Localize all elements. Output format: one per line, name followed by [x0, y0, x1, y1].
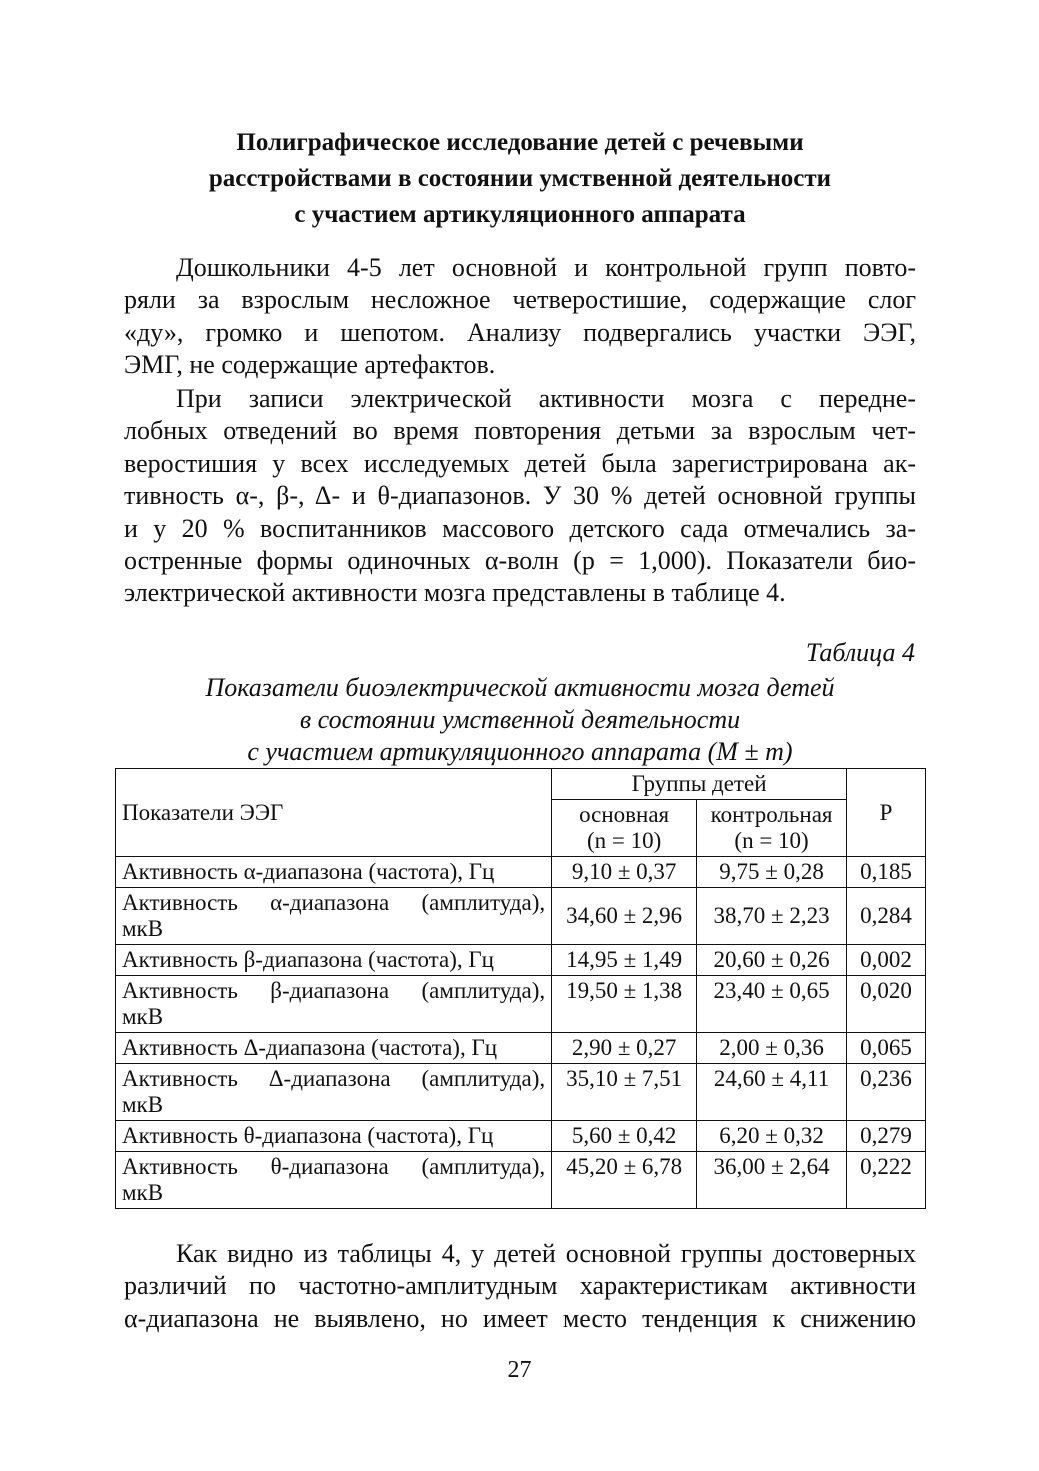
table-row: [116, 857, 926, 888]
text-line: ряли за взрослым несложное четверостишие, содержащие слог: [124, 285, 916, 315]
row-label-line2: мкВ: [122, 1004, 164, 1029]
row-main-value: 19,50 ± 1,38: [552, 976, 697, 1033]
row-p-value: 0,185: [847, 857, 926, 888]
text-line: Дошкольники 4-5 лет основной и контрольной групп повто-: [176, 253, 916, 282]
row-control-value: 20,60 ± 0,26: [697, 945, 847, 976]
table-row: [116, 1121, 926, 1152]
row-label-line1: Активность β-диапазона (амплитуда),: [122, 978, 546, 1003]
row-control-value: 2,00 ± 0,36: [697, 1033, 847, 1064]
row-control-value: 38,70 ± 2,23: [697, 888, 847, 945]
row-control-value: 23,40 ± 0,65: [697, 976, 847, 1033]
header-control-group: [697, 800, 847, 857]
table-row: [116, 1033, 926, 1064]
text-line: При записи электрической активности мозга с передне-: [176, 384, 916, 413]
row-label: [116, 1152, 552, 1209]
row-label: Активность β-диапазона (частота), Гц: [116, 945, 552, 976]
row-main-value: 14,95 ± 1,49: [552, 945, 697, 976]
row-label: [116, 1064, 552, 1121]
row-label: Активность Δ-диапазона (частота), Гц: [116, 1033, 552, 1064]
row-main-value: 9,10 ± 0,37: [552, 857, 697, 888]
row-control-value: 6,20 ± 0,32: [697, 1121, 847, 1152]
row-p-value: 0,222: [847, 1152, 926, 1209]
text-line: различий по частотно-амплитудным характеристикам активности: [124, 1271, 916, 1301]
title-line: с участием артикуляционного аппарата: [294, 201, 746, 228]
row-main-value: 35,10 ± 7,51: [552, 1064, 697, 1121]
table-row: [116, 1064, 926, 1121]
text-line: Как видно из таблицы 4, у детей основной группы достоверных: [176, 1239, 916, 1268]
table-header-row: [116, 769, 926, 800]
row-label-line1: Активность Δ-диапазона (амплитуда),: [122, 1066, 546, 1091]
text-line: ЭМГ, не содержащие артефактов.: [124, 350, 496, 380]
table-row: [116, 945, 926, 976]
row-p-value: 0,065: [847, 1033, 926, 1064]
caption-line: в состоянии умственной деятельности: [299, 705, 741, 734]
text-line: лобных отведений во время повторения детьми за взрослым чет-: [124, 416, 916, 446]
row-label-line1: Активность θ-диапазона (амплитуда),: [122, 1154, 546, 1179]
text-line: α-диапазона не выявлено, но имеет место тенденция к снижению: [124, 1303, 916, 1333]
text-line: тивность α-, β-, Δ- и θ-диапазонов. У 30 % детей основной группы: [124, 481, 916, 511]
row-label-line1: Активность α-диапазона (амплитуда),: [122, 890, 546, 915]
section-title: [120, 125, 920, 233]
row-main-value: 2,90 ± 0,27: [552, 1033, 697, 1064]
table-caption: [120, 672, 920, 768]
row-p-value: 0,284: [847, 888, 926, 945]
header-groups: Группы детей: [552, 769, 847, 800]
row-label: Активность α-диапазона (частота), Гц: [116, 857, 552, 888]
text-line: остренные формы одиночных α-волн (p = 1,000). Показатели био-: [124, 545, 916, 575]
table-row: [116, 888, 926, 945]
header-control-label: контрольная: [710, 802, 833, 827]
header-main-group: [552, 800, 697, 857]
table-number: Таблица 4: [805, 638, 915, 667]
row-main-value: 34,60 ± 2,96: [552, 888, 697, 945]
paragraph-conclusion: [124, 1238, 916, 1335]
row-label-line2: мкВ: [122, 1092, 164, 1117]
caption-line: Показатели биоэлектрической активности мозга детей: [205, 673, 835, 702]
header-main-label: основная: [579, 802, 670, 827]
paragraph-intro: [124, 252, 916, 382]
page-number: 27: [507, 1357, 532, 1383]
row-label: [116, 888, 552, 945]
row-p-value: 0,020: [847, 976, 926, 1033]
text-line: и у 20 % воспитанников массового детского сада отмечались за-: [124, 513, 916, 543]
caption-line: с участием артикуляционного аппарата (М ± m): [247, 737, 793, 766]
row-p-value: 0,002: [847, 945, 926, 976]
text-line: электрической активности мозга представлены в таблице 4.: [124, 578, 786, 608]
row-p-value: 0,236: [847, 1064, 926, 1121]
row-p-value: 0,279: [847, 1121, 926, 1152]
row-main-value: 45,20 ± 6,78: [552, 1152, 697, 1209]
header-control-n: (n = 10): [734, 828, 809, 853]
row-control-value: 9,75 ± 0,28: [697, 857, 847, 888]
row-label-line2: мкВ: [122, 916, 164, 941]
table-row: [116, 1152, 926, 1209]
header-indicator: Показатели ЭЭГ: [116, 769, 552, 857]
row-label: Активность θ-диапазона (частота), Гц: [116, 1121, 552, 1152]
row-control-value: 36,00 ± 2,64: [697, 1152, 847, 1209]
paragraph-results: [124, 383, 916, 610]
row-main-value: 5,60 ± 0,42: [552, 1121, 697, 1152]
eeg-table: [115, 768, 926, 1209]
row-label: [116, 976, 552, 1033]
row-label-line2: мкВ: [122, 1180, 164, 1205]
table-row: [116, 976, 926, 1033]
header-p: Р: [847, 769, 926, 857]
title-line: расстройствами в состоянии умственной деятельности: [208, 165, 832, 192]
title-line: Полиграфическое исследование детей с речевыми: [236, 129, 804, 156]
text-line: веростишия у всех исследуемых детей была зарегистрирована ак-: [124, 448, 916, 478]
row-control-value: 24,60 ± 4,11: [697, 1064, 847, 1121]
header-main-n: (n = 10): [586, 828, 662, 853]
text-line: «ду», громко и шепотом. Анализу подвергались участки ЭЭГ,: [124, 317, 916, 347]
